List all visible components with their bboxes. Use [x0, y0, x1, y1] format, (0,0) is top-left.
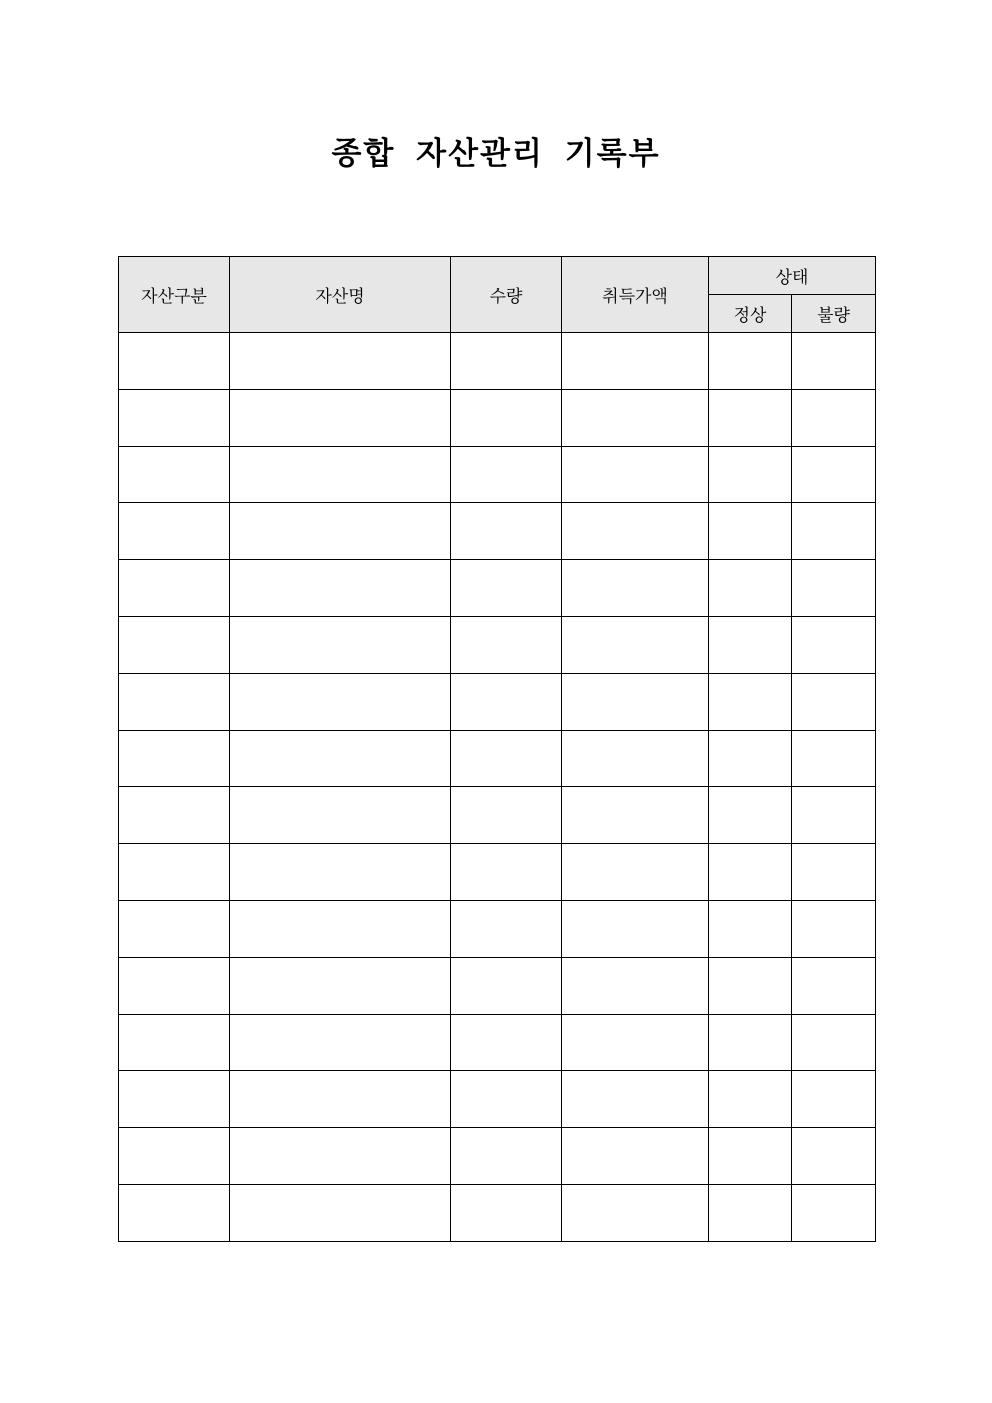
header-quantity: 수량: [451, 257, 562, 333]
table-body: [119, 333, 876, 1242]
cell-condition-normal[interactable]: [709, 1071, 792, 1128]
cell-quantity[interactable]: [451, 1014, 562, 1071]
table-row: [119, 730, 876, 787]
cell-asset-name[interactable]: [230, 1014, 451, 1071]
cell-asset-category[interactable]: [119, 1014, 230, 1071]
cell-asset-name[interactable]: [230, 844, 451, 901]
table-row: [119, 1184, 876, 1241]
cell-condition-defective[interactable]: [792, 730, 876, 787]
header-acquisition-price: 취득가액: [562, 257, 709, 333]
cell-quantity[interactable]: [451, 844, 562, 901]
cell-asset-name[interactable]: [230, 957, 451, 1014]
cell-condition-defective[interactable]: [792, 900, 876, 957]
cell-condition-defective[interactable]: [792, 1184, 876, 1241]
cell-asset-name[interactable]: [230, 1071, 451, 1128]
cell-acquisition-price[interactable]: [562, 333, 709, 390]
cell-asset-name[interactable]: [230, 900, 451, 957]
cell-condition-normal[interactable]: [709, 389, 792, 446]
header-condition-defective: 불량: [792, 295, 876, 333]
cell-condition-normal[interactable]: [709, 503, 792, 560]
cell-asset-name[interactable]: [230, 333, 451, 390]
cell-quantity[interactable]: [451, 1184, 562, 1241]
cell-quantity[interactable]: [451, 673, 562, 730]
cell-condition-normal[interactable]: [709, 1014, 792, 1071]
cell-quantity[interactable]: [451, 957, 562, 1014]
table-row: [119, 1014, 876, 1071]
cell-quantity[interactable]: [451, 787, 562, 844]
table-row: [119, 1128, 876, 1185]
cell-condition-defective[interactable]: [792, 446, 876, 503]
cell-quantity[interactable]: [451, 446, 562, 503]
table-row: [119, 673, 876, 730]
cell-quantity[interactable]: [451, 730, 562, 787]
table-row: [119, 560, 876, 617]
cell-asset-category[interactable]: [119, 1184, 230, 1241]
cell-acquisition-price[interactable]: [562, 730, 709, 787]
cell-condition-normal[interactable]: [709, 616, 792, 673]
cell-asset-name[interactable]: [230, 503, 451, 560]
cell-condition-defective[interactable]: [792, 616, 876, 673]
cell-condition-defective[interactable]: [792, 673, 876, 730]
cell-condition-defective[interactable]: [792, 1128, 876, 1185]
cell-asset-category[interactable]: [119, 446, 230, 503]
cell-quantity[interactable]: [451, 333, 562, 390]
cell-condition-normal[interactable]: [709, 730, 792, 787]
table-row: [119, 900, 876, 957]
cell-asset-category[interactable]: [119, 787, 230, 844]
cell-acquisition-price[interactable]: [562, 957, 709, 1014]
header-condition: 상태: [709, 257, 876, 295]
table-row: [119, 503, 876, 560]
cell-asset-name[interactable]: [230, 787, 451, 844]
cell-condition-normal[interactable]: [709, 446, 792, 503]
cell-condition-defective[interactable]: [792, 1014, 876, 1071]
cell-asset-name[interactable]: [230, 673, 451, 730]
asset-record-table: [118, 256, 876, 1242]
cell-asset-name[interactable]: [230, 1128, 451, 1185]
cell-quantity[interactable]: [451, 560, 562, 617]
cell-condition-normal[interactable]: [709, 1184, 792, 1241]
cell-acquisition-price[interactable]: [562, 1184, 709, 1241]
cell-condition-normal[interactable]: [709, 900, 792, 957]
cell-condition-normal[interactable]: [709, 957, 792, 1014]
cell-acquisition-price[interactable]: [562, 1014, 709, 1071]
cell-condition-normal[interactable]: [709, 333, 792, 390]
table-row: [119, 616, 876, 673]
document-title: 종합 자산관리 기록부: [331, 136, 661, 172]
cell-asset-category[interactable]: [119, 503, 230, 560]
cell-acquisition-price[interactable]: [562, 673, 709, 730]
table-row: [119, 844, 876, 901]
cell-condition-defective[interactable]: [792, 503, 876, 560]
cell-condition-defective[interactable]: [792, 957, 876, 1014]
cell-asset-category[interactable]: [119, 560, 230, 617]
cell-asset-name[interactable]: [230, 730, 451, 787]
cell-acquisition-price[interactable]: [562, 1071, 709, 1128]
table-row: [119, 787, 876, 844]
cell-asset-name[interactable]: [230, 560, 451, 617]
cell-asset-category[interactable]: [119, 1071, 230, 1128]
cell-acquisition-price[interactable]: [562, 446, 709, 503]
cell-acquisition-price[interactable]: [562, 1128, 709, 1185]
table-row: [119, 446, 876, 503]
cell-asset-category[interactable]: [119, 673, 230, 730]
cell-acquisition-price[interactable]: [562, 616, 709, 673]
cell-condition-defective[interactable]: [792, 333, 876, 390]
table-row: [119, 389, 876, 446]
cell-condition-defective[interactable]: [792, 560, 876, 617]
cell-quantity[interactable]: [451, 389, 562, 446]
cell-condition-normal[interactable]: [709, 673, 792, 730]
cell-asset-category[interactable]: [119, 900, 230, 957]
table-row: [119, 1071, 876, 1128]
cell-condition-normal[interactable]: [709, 787, 792, 844]
cell-asset-name[interactable]: [230, 616, 451, 673]
cell-asset-name[interactable]: [230, 1184, 451, 1241]
cell-condition-normal[interactable]: [709, 1128, 792, 1185]
cell-asset-category[interactable]: [119, 616, 230, 673]
cell-condition-defective[interactable]: [792, 844, 876, 901]
cell-condition-normal[interactable]: [709, 560, 792, 617]
cell-quantity[interactable]: [451, 503, 562, 560]
cell-condition-defective[interactable]: [792, 1071, 876, 1128]
cell-condition-normal[interactable]: [709, 844, 792, 901]
cell-acquisition-price[interactable]: [562, 900, 709, 957]
cell-asset-name[interactable]: [230, 446, 451, 503]
header-asset-name: 자산명: [230, 257, 451, 333]
table-row: [119, 333, 876, 390]
cell-asset-category[interactable]: [119, 389, 230, 446]
cell-asset-category[interactable]: [119, 844, 230, 901]
cell-asset-category[interactable]: [119, 333, 230, 390]
cell-asset-category[interactable]: [119, 1128, 230, 1185]
header-row-primary: [119, 257, 876, 295]
cell-asset-category[interactable]: [119, 730, 230, 787]
cell-acquisition-price[interactable]: [562, 503, 709, 560]
cell-condition-defective[interactable]: [792, 389, 876, 446]
cell-acquisition-price[interactable]: [562, 389, 709, 446]
header-asset-category: 자산구분: [119, 257, 230, 333]
cell-condition-defective[interactable]: [792, 787, 876, 844]
cell-quantity[interactable]: [451, 900, 562, 957]
cell-asset-category[interactable]: [119, 957, 230, 1014]
cell-asset-name[interactable]: [230, 389, 451, 446]
header-condition-normal: 정상: [709, 295, 792, 333]
cell-quantity[interactable]: [451, 1128, 562, 1185]
cell-acquisition-price[interactable]: [562, 787, 709, 844]
cell-quantity[interactable]: [451, 1071, 562, 1128]
cell-acquisition-price[interactable]: [562, 844, 709, 901]
cell-quantity[interactable]: [451, 616, 562, 673]
cell-acquisition-price[interactable]: [562, 560, 709, 617]
table-row: [119, 957, 876, 1014]
